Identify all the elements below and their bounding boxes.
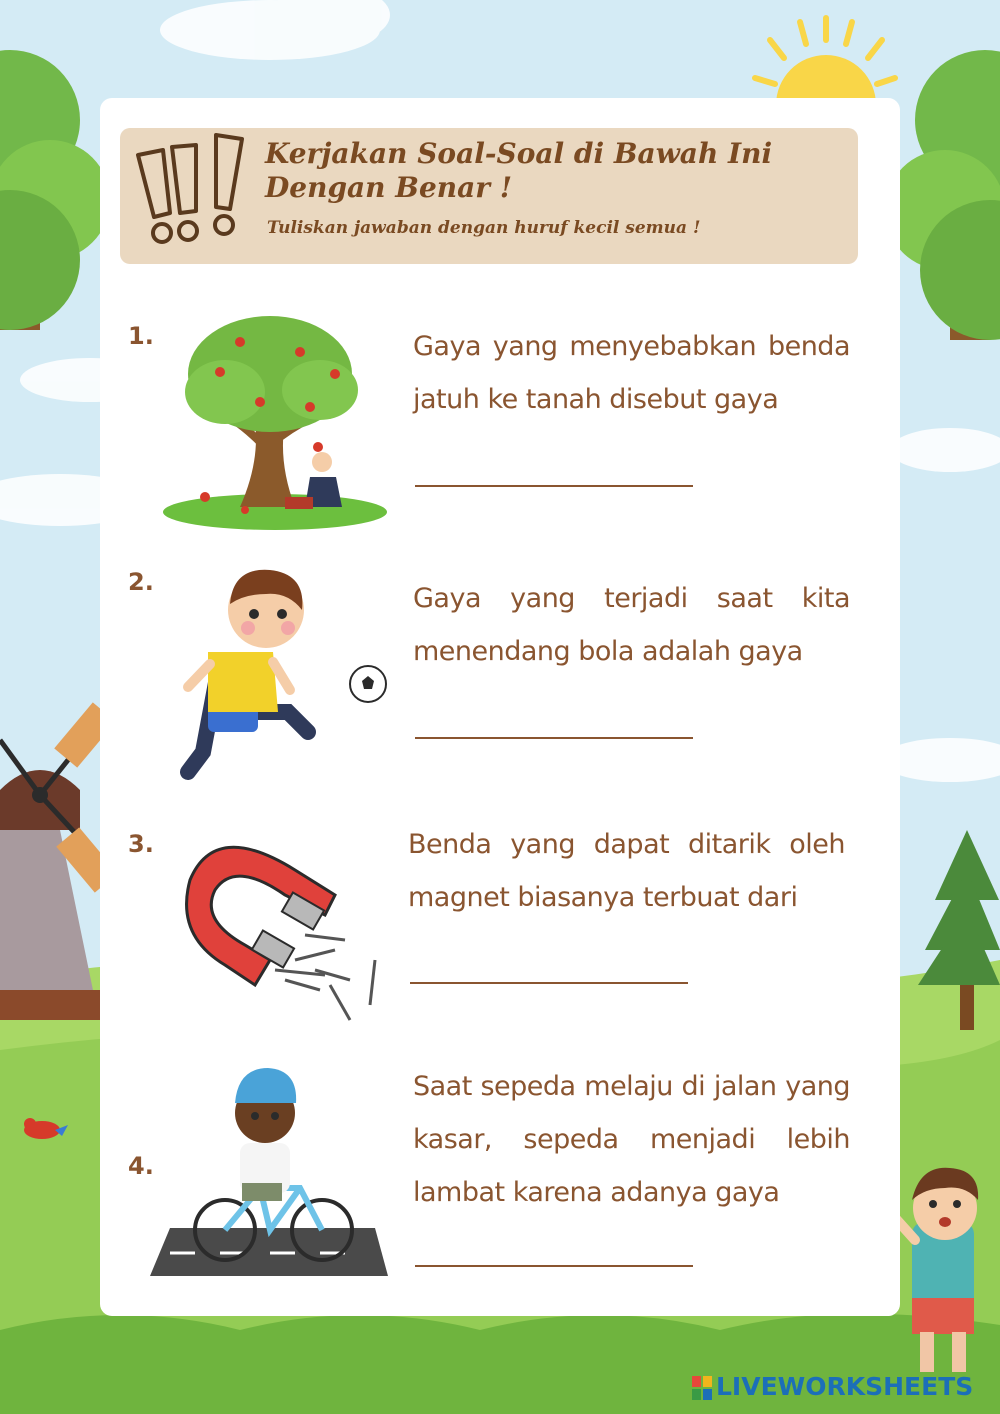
answer-input-4[interactable] [415, 1265, 693, 1267]
page-title: Kerjakan Soal-Soal di Bawah Ini Dengan Benar ! [265, 137, 773, 204]
answer-input-1[interactable] [415, 485, 693, 487]
bicycle-illustration [150, 1048, 390, 1278]
question-text: Gaya yang terjadi saat kita menendang bola adalah gaya [413, 583, 850, 667]
page-subtitle: Tuliskan jawaban dengan huruf kecil semua ! [267, 218, 701, 238]
question-text: Saat sepeda melaju di jalan yang kasar, sepeda menjadi lebih lambat karena adanya gaya [413, 1071, 850, 1208]
question-number: 4. [128, 1152, 154, 1180]
magnet-illustration [175, 820, 390, 1030]
liveworksheets-logo-icon [692, 1376, 712, 1400]
question-number: 2. [128, 568, 154, 596]
apple-tree-illustration [160, 312, 390, 534]
answer-input-3[interactable] [410, 982, 688, 984]
question-number: 3. [128, 830, 154, 858]
question-number: 1. [128, 322, 154, 350]
question-text: Benda yang dapat ditarik oleh magnet biasanya terbuat dari [408, 829, 845, 913]
question-text: Gaya yang menyebabkan benda jatuh ke tanah disebut gaya [413, 331, 850, 415]
exclamation-icon [128, 125, 256, 253]
footer-brand[interactable]: LIVEWORKSHEETS [716, 1372, 974, 1401]
answer-input-2[interactable] [415, 737, 693, 739]
boy-kicking-ball-illustration [178, 562, 393, 787]
